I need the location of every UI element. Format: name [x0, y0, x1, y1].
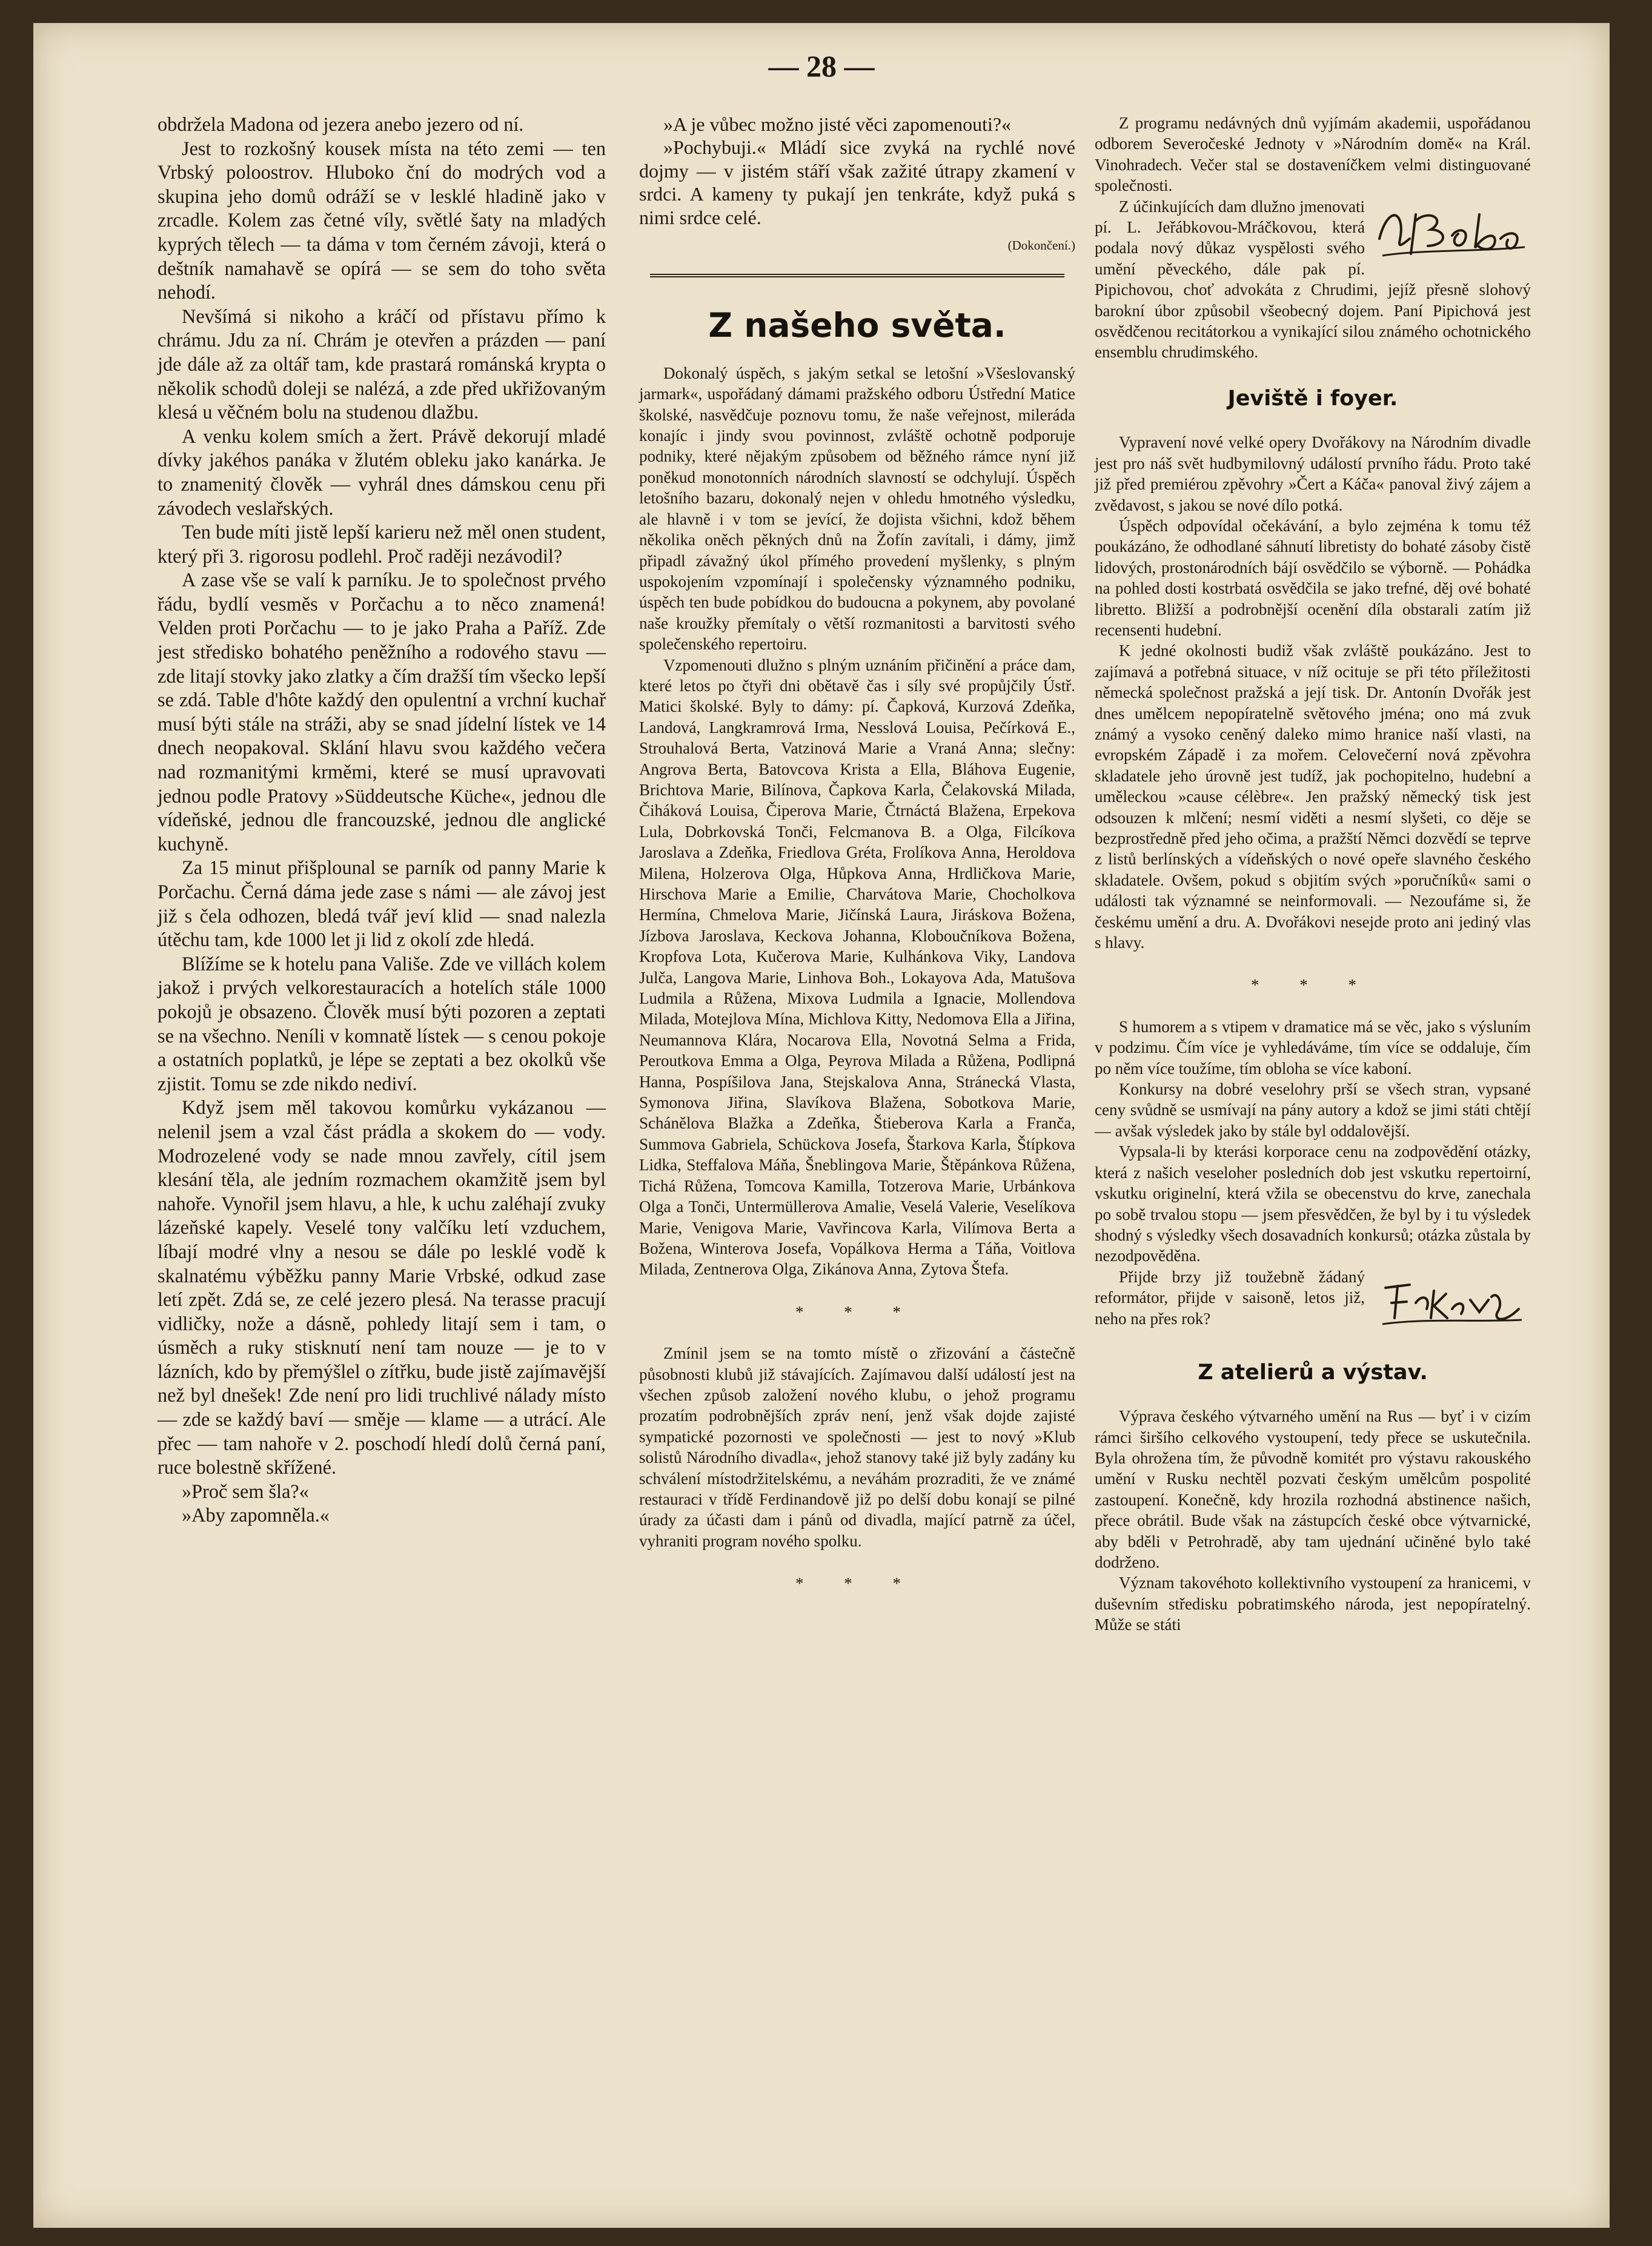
- asterism: * * *: [1251, 976, 1375, 995]
- paragraph: Za 15 minut přišplounal se parník od panny Marie k Porčachu. Černá dáma jede zase s námi — ale závoj jest již s čela odhozen, bledá tvář jeví klid — snad nalezla útěchu tam, kde 1000 let ji lid z okolí zde hledá.: [158, 856, 606, 951]
- signature: [1373, 196, 1531, 263]
- column-2: [639, 113, 1075, 1615]
- section-heading: Z atelierů a výstav.: [1198, 1360, 1428, 1385]
- paragraph: Vypravení nové velké opery Dvořákovy na Národním divadle jest pro náš svět hudbymilovný událostí prvního řádu. Proto také již před premiérou zpěvohry »Čert a Káča« panoval živý zájem a zvědavost, s jakou se nové dílo potká.: [1095, 433, 1531, 514]
- paragraph: Ten bude míti jistě lepší karieru než měl onen student, který při 3. rigorosu podlehl. Proč raději nezávodil?: [158, 521, 606, 567]
- column-3: [1095, 113, 1531, 1635]
- paragraph: A venku kolem smích a žert. Právě dekorují mladé dívky jakéhos panáka v žlutém obleku jako kanárka. Je to znamenitý člověk — vyhrál dnes dámskou cenu při závodech veslařských.: [158, 425, 606, 519]
- paragraph: Výprava českého výtvarného umění na Rus — byť i v cizím rámci širšího celkového vystoupení, tedy přece se uskutečnila. Byla ohrožena tím, že původně komitét pro výstavu rakouského umění v Rusku nechtěl pozvati českým umělcům pospolité zastoupení. Konečně, kdy hrozila rozhodná abstinence našich, přece obrátil. Bude však na zástupcích české obce výtvarnické, aby bděli v Petrohradě, aby tam ujednání učiněné bylo také dodrženo.: [1095, 1407, 1531, 1571]
- paragraph: A zase vše se valí k parníku. Je to společnost prvého řádu, bydlí vesměs v Porčachu a to něco znamená! Velden proti Porčachu — to je jako Praha a Paříž. Zde jest střediskо bohatého peněžního a rodového stavu — zde litají stovky jako zlatky a čím dražší tím všecko lepší se zdá. Table d'hôte každý den opulentní a vrchní kuchař musí býti stále na stráži, aby se snad jídelní lístek ve 14 dnech neopakoval. Sklání hlavu svou každého večera nad rozmanitými krměmi, které se musí upravovati jednou podle Pratovy »Süddeutsche Küche«, jednou dle vídeňské, jednou dle francouzské, jednou dle anglické kuchyně.: [158, 569, 606, 855]
- asterism: * * *: [795, 1302, 919, 1321]
- paragraph: Přijde brzy již toužebně žádaný reformátor, přijde v saisoně, letos již, neho na přes rok?: [1095, 1267, 1365, 1328]
- paragraph: Zmínil jsem se na tomto místě o zřizování a částečně působnosti klubů již stávajících. Zajímavou další událostí jest na všechen způsob založení nového klubu, o jehož programu prozatím podrobnějších zpráv není, jenž však dojde zajisté sympatické pozornosti ve společnosti — jest to nový »Klub solistů Národního divadla«, jehož stanovy také již byly zadány ku schválení místodržitelskému, a neváhám prozraditi, že ve známé restauraci v třídě Ferdinandově již po delší dobu konají se pilné úrady za účasti dam i pánů od divadla, mající patrně za účel, vyhraniti program nového spolku.: [639, 1344, 1075, 1550]
- paragraph: Blížíme se k hotelu pana Vališe. Zde ve villách kolem jakož i prvých velkorestauracích a hotelích stále 1000 pokojů je obsazeno. Člověk musí býti pozoren a zeptati se na všechno. Neníli v komnatě lístek — s cenou pokoje a ostatních poplatků, je lépe se zeptati a bez okolků vše zjistit. Tomu se zde nikdo nediví.: [158, 952, 606, 1095]
- paragraph: S humorem a s vtipem v dramatice má se věc, jako s výsluním v podzimu. Čím více je vyhledáváme, tím více se oddaluje, čím po něm více toužíme, tím obloha se více kaboní.: [1095, 1017, 1531, 1078]
- signature: [1373, 1267, 1531, 1333]
- asterism: * * *: [795, 1574, 919, 1593]
- paragraph: Z programu nedávných dnů vyjímám akademii, uspořádanou odborem Severočeské Jednoty v »Národním domě« na Král. Vinohradech. Večer stal se dostaveníčkem velmi distinguované společnosti.: [1095, 114, 1531, 195]
- page-number: — 28 —: [768, 49, 875, 83]
- paragraph: »Pochybuji.« Mládí sice zvyká na rychlé nové dojmy — v jistém stáří však zažité útrapy zkamení v srdci. A kameny ty pukají jen tenkráte, když puká s nimi srdce celé.: [639, 136, 1075, 228]
- signature-image: [1373, 1267, 1531, 1333]
- paragraph: Nevšímá si nikoho a kráčí od přístavu přímo k chrámu. Jdu za ní. Chrám je otevřen a prázden — paní jde dále až za oltář tam, kde prastará románská krypta o několik schodů doleji se nalézá, a zde před ukřižovaným klesá u věčném bolu na studenou dlažbu.: [158, 305, 606, 423]
- section-heading: Jeviště i foyer.: [1227, 386, 1398, 411]
- paragraph: Význam takovéhoto kollektivního vystoupení za hranicemi, v duševním středisku pobratimského národa, jest nepopíratelný. Může se státi: [1095, 1574, 1531, 1634]
- column-1: [158, 113, 606, 1528]
- paragraph: Vypsala-li by kterási korporace cenu na zodpovědění otázky, která z našich veseloher posledních dob jest vskutku repertoirní, vskutku originelní, která vžila se obecenstvu do krve, zanechala po sobě trvalou stopu — jsem přesvědčen, že byl by i tu výsledek shodný s výsledky všech dosavadních konkursů; otázka zůstala by nezodpověděna.: [1095, 1142, 1531, 1265]
- paragraph: »A je vůbec možno jisté věci zapomenouti?«: [663, 113, 1012, 135]
- paragraph: Z účinkujících dam dlužno jmenovati pí. L. Jeřábkovou-Mráčkovou, která podala nový důkaz vyspělosti svého umění pěveckého, dále pak pí. Pipichovou, choť advokáta z Chrudimi, jejíž přesně slohový barokní úbor způsobil všeobecný dojem. Paní Pipichová jest osvědčenou recitátorkou a vynikající silou známého ochotnického ensemblu chrudimského.: [1095, 197, 1531, 362]
- section-heading: Z našeho světa.: [708, 306, 1006, 345]
- paragraph: Jest to rozkošný kousek místa na této zemi — ten Vrbský poloostrov. Hluboko ční do modrých vod a skupina jeho domů odráží se v lesklé hladině jako v zrcadle. Kolem zas četné víly, světlé šaty na mladých kyprých tělech — ta dáma v tom černém závoji, která o deštník namahavě se opírá — se sem do toho světa nehodí.: [158, 137, 606, 303]
- paragraph: Vzpomenouti dlužno s plným uznáním přičinění a práce dam, které letos po čtyři dni obětavě čas i síly své propůjčily Ústř. Matici školské. Byly to dámy: pí. Čapková, Kurzová Zdeňka, Landová, Langkramrová Irma, Nesslová Louisa, Pečírková E., Strouhalová Berta, Vatzinová Marie a Vraná Anna; slečny: Angrova Berta, Batovcova Krista a Ella, Bláhova Eugenie, Brichtova Marie, Bilínova, Čapkova Karla, Čelakovská Milada, Čiháková Louisa, Čiperova Marie, Čtrnáctá Blažena, Erpekova Lula, Dobrkovská Tonči, Felcmanova B. a Olga, Filcíkova Jaroslava a Zdeňka, Friedlova Gréta, Frolíkova Anna, Heroldova Milena, Holzerova Olga, Hůpkova Anna, Hrdličkova Marie, Hirschova Marie a Emilie, Charvátova Marie, Chocholkova Hermína, Chmelova Marie, Jičínská Laura, Jiráskova Božena, Jízbova Jaroslava, Keckova Johanna, Kloboučníkova Božena, Kropfova Lota, Kučerova Marie, Kulhánkova Viky, Landova Julča, Langova Marie, Linhova Boh., Lokayova Ada, Matušova Ludmila a Růžena, Mixova Ludmila a Ignacie, Mollendova Milada, Motejlova Mína, Michlova Kitty, Nedomova Ella a Jiřina, Neumannova Klára, Nocarova Ella, Novotná Selma a Frida, Peroutkova Emma a Olga, Peyrova Milada a Růžena, Podlipná Hanna, Pospíšilova Jana, Stejskalova Anna, Stránecká Vlasta, Symonova Jiřina, Slavíkova Blažena, Sobotkova Marie, Schánělova Blažka a Zdeňka, Štieberova Karla a Franča, Summova Gabriela, Schückova Josefa, Štarkova Karla, Štípkova Lidka, Steffalova Máňa, Šneblingova Marie, Štěpánkova Růžena, Tichá Růžena, Tomcova Kamilla, Totzerova Marie, Urbánkova Olga a Tonči, Untermüllerova Amalie, Veselá Valerie, Veselíkova Marie, Venigova Marie, Vavřincova Karla, Vilímova Berta a Božena, Winterova Josefa, Vopálkova Herma a Táňa, Voitlova Milada, Zentnerova Olga, Zikánova Anna, Zytova Štefa.: [639, 655, 1075, 1279]
- section-divider: [650, 274, 1064, 277]
- paragraph: obdržela Madona od jezera anebo jezero od ní.: [158, 113, 524, 135]
- paragraph: »Aby zapomněla.«: [182, 1504, 330, 1526]
- continued-note: (Dokončení.): [1007, 238, 1075, 253]
- paragraph: K jedné okolnosti budiž však zvláště poukázáno. Jest to zajímavá a potřebná situace, v níž ocituje se při této příležitosti německá společnost pražská a její tisk. Dr. Antonín Dvořák jest dnes umělcem nepopíratelně světového jména; ono má zvuk známý a vysoko ceněný daleko mimo hranice naší vlasti, na evropském Západě i za mořem. Celovečerní nová zpěvohra skladatele jeho úrovně jest tudíž, jak pochopitelno, hudební a uměleckou »cause célèbre«. Jen pražský německý tisk jest odsouzen k mlčení; nesmí viděti a nesmí slyšeti, co děje se bezprostředně před jeho očima, a pražští Němci dozvědí se teprve z listů berlínských a vídeňských o nové opeře slavného českého skladatele. Ovšem, pokud s objitím svých »poručníků« sami o události tak významné se neinformovali. — Nezoufáme si, že českému umění a dru. A. Dvořákovi nesejde proto ani jediný vlas s hlavy.: [1095, 641, 1531, 952]
- paragraph: Konkursy na dobré veselohry prší se všech stran, vypsané ceny svůdně se usmívají na pány autory a kdož se jimi státi chtějí — avšak výsledek jako by stále byl oddalovější.: [1095, 1080, 1531, 1140]
- paragraph: Úspěch odpovídal očekávání, a bylo zejména k tomu též poukázáno, že odhodlané sáhnutí libretisty do bohaté zásoby čistě lidových, prostonárodních bájí osvědčilo se výborně. — Pohádka na pohled dosti kostrbatá osvědčila se jako trefné, děj ové bohaté libretto. Bližší a podrobnější ocenění díla obstarali zatím již recensenti hudební.: [1095, 516, 1531, 639]
- paragraph: Dokonalý úspěch, s jakým setkal se letošní »Všeslovanský jarmark«, uspořádaný dámami pražského odboru Ústřední Matice školské, nasvědčuje poznovu tomu, že naše veřejnost, mileráda konajíc i jindy svou povinnost, zvláště ochotně podporuje podniky, které nějakým způsobem od běžného rámce nyní již poněkud monotonních národních slavností se odchylují. Úspěch letošního bazaru, dokonalý nejen v ohledu hmotného výsledku, ale hlavně i v tom se jevící, že dojista všichni, kdož během několika oněch pěkných dnů na Žofín zavítali, i dámy, jimž připadl závažný úkol přímého provedení myšlenky, s plným uspokojením vzpomínají i společensky významného podniku, úspěch ten bude pobídkou do budoucna a pokynem, aby povolané naše kroužky přemítaly o větší rozmanitosti a barvitosti svého společenského repertoiru.: [639, 363, 1075, 654]
- paragraph: »Proč sem šla?«: [182, 1480, 309, 1502]
- paragraph: Když jsem měl takovou komůrku vykázanou — nelenil jsem a vzal část prádla a skokem do — vody. Modrozelené vody se nade mnou zavřely, cítil jsem klesání těla, ale jedním rozmachem okamžitě jsem byl nahoře. Vynořil jsem hlavu, a hle, k uchu zaléhají zvuky lázeňské kapely. Veselé tony valčíku letí vzduchem, líbají modré vlny a nesou se dále po lesklé vodě k skalnatému výběžku panny Marie Vrbské, odkud zase letí zpět. Zdá se, ze celé jezero plesá. Na terasse pracují vidličky, nože a dásně, pohledy litají sem i tam, o úsměch a ruky stisknutí není tam nouze — je to v lázních, kdo by přemýšlel o zítřku, bude jistě zajímavější než byl dnešek! Zde není pro lidi truchlivé nálady místo — zde se každý baví — směje — klame — a utrácí. Ale přec — tam nahoře v 2. poschodí hledí dolů černá paní, ruce bolestně skřížené.: [158, 1096, 606, 1479]
- signature-image: [1373, 196, 1531, 263]
- newspaper-page: [33, 23, 1610, 2228]
